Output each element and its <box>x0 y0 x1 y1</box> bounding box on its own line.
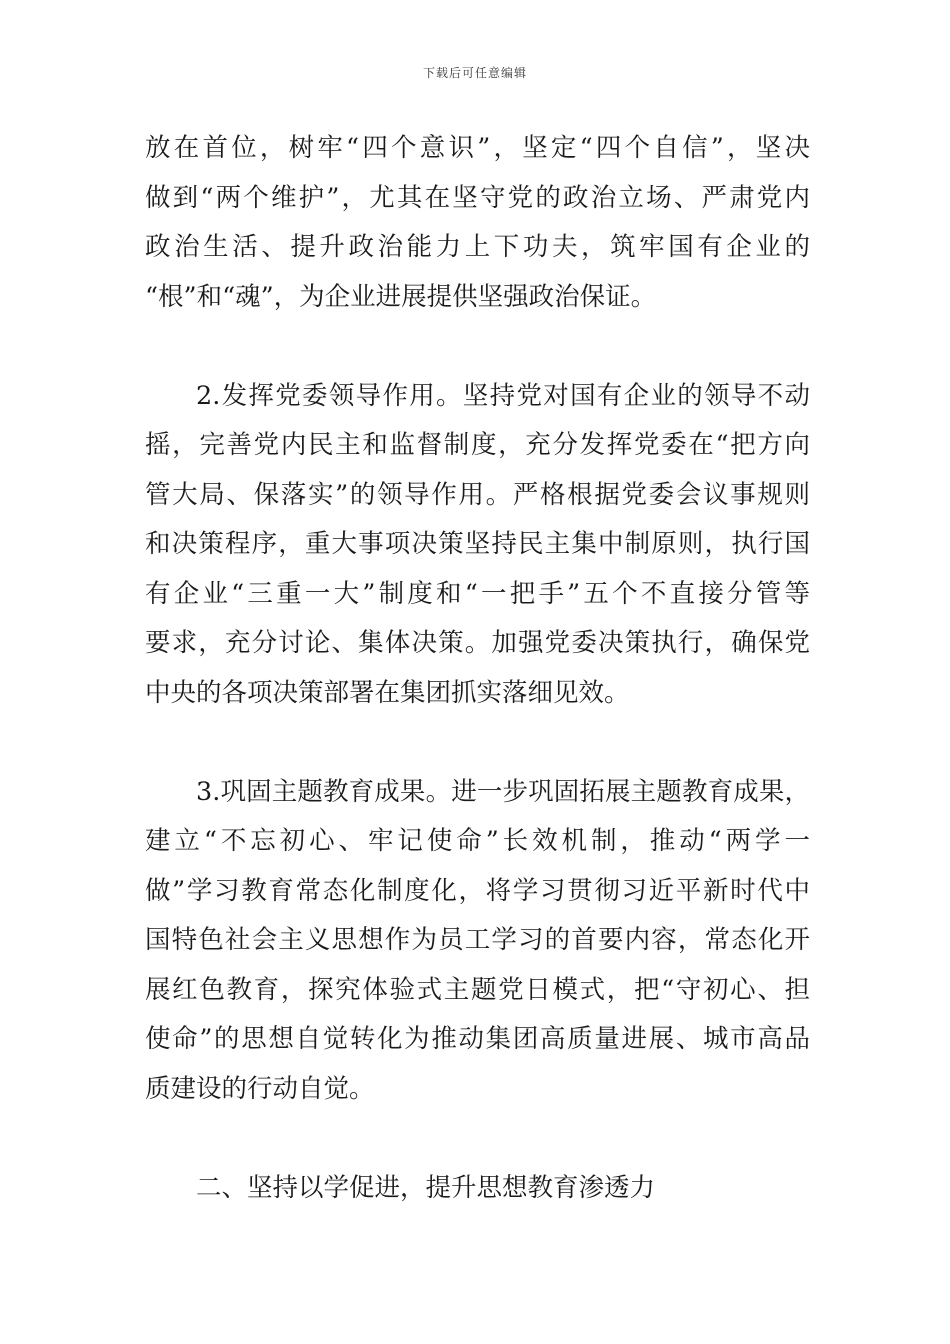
page-header: 下载后可任意编辑 <box>422 66 527 80</box>
text-line: 2.发挥党委领导作用。坚持党对国有企业的领导不动 <box>196 380 810 411</box>
text-line: 展红色教育，探究体验式主题党日模式，把“守初心、担 <box>145 974 810 1005</box>
section-heading-text: 二、坚持以学促进，提升思想教育渗透力 <box>196 1172 656 1203</box>
paragraph-gap <box>145 1114 810 1164</box>
text-line: “根”和“魂”，为企业进展提供坚强政治保证。 <box>145 281 657 312</box>
paragraph-item-3 <box>145 768 810 1115</box>
section-heading <box>145 1164 810 1214</box>
text-line: 做到“两个维护”，尤其在坚守党的政治立场、严肃党内 <box>145 182 810 213</box>
paragraph-continued <box>145 124 810 322</box>
text-line: 要求，充分讨论、集体决策。加强党委决策执行，确保党 <box>145 628 810 658</box>
text-line: 做”学习教育常态化制度化，将学习贯彻习近平新时代中 <box>145 875 810 906</box>
text-line: 中央的各项决策部署在集团抓实落细见效。 <box>145 677 630 708</box>
text-line: 使命”的思想自觉转化为推动集团高质量进展、城市高品 <box>145 1024 810 1054</box>
document-body <box>145 124 810 1213</box>
text-line: 管大局、保落实”的领导作用。严格根据党委会议事规则 <box>145 479 810 510</box>
paragraph-gap <box>145 718 810 768</box>
text-line: 和决策程序，重大事项决策坚持民主集中制原则，执行国 <box>145 529 810 559</box>
paragraph-gap <box>145 322 810 372</box>
text-line: 3.巩固主题教育成果。进一步巩固拓展主题教育成果， <box>196 776 810 807</box>
text-line: 国特色社会主义思想作为员工学习的首要内容，常态化开 <box>145 925 810 955</box>
text-line: 有企业“三重一大”制度和“一把手”五个不直接分管等 <box>145 578 810 609</box>
text-line: 政治生活、提升政治能力上下功夫，筑牢国有企业的 <box>145 232 810 262</box>
text-line: 质建设的行动自觉。 <box>145 1073 375 1104</box>
text-line: 摇，完善党内民主和监督制度，充分发挥党委在“把方向 <box>145 430 810 460</box>
text-line: 建立“不忘初心、牢记使命”长效机制，推动“两学一 <box>145 826 810 856</box>
text-line: 放在首位，树牢“四个意识”，坚定“四个自信”，坚决 <box>145 133 810 163</box>
paragraph-item-2 <box>145 372 810 719</box>
